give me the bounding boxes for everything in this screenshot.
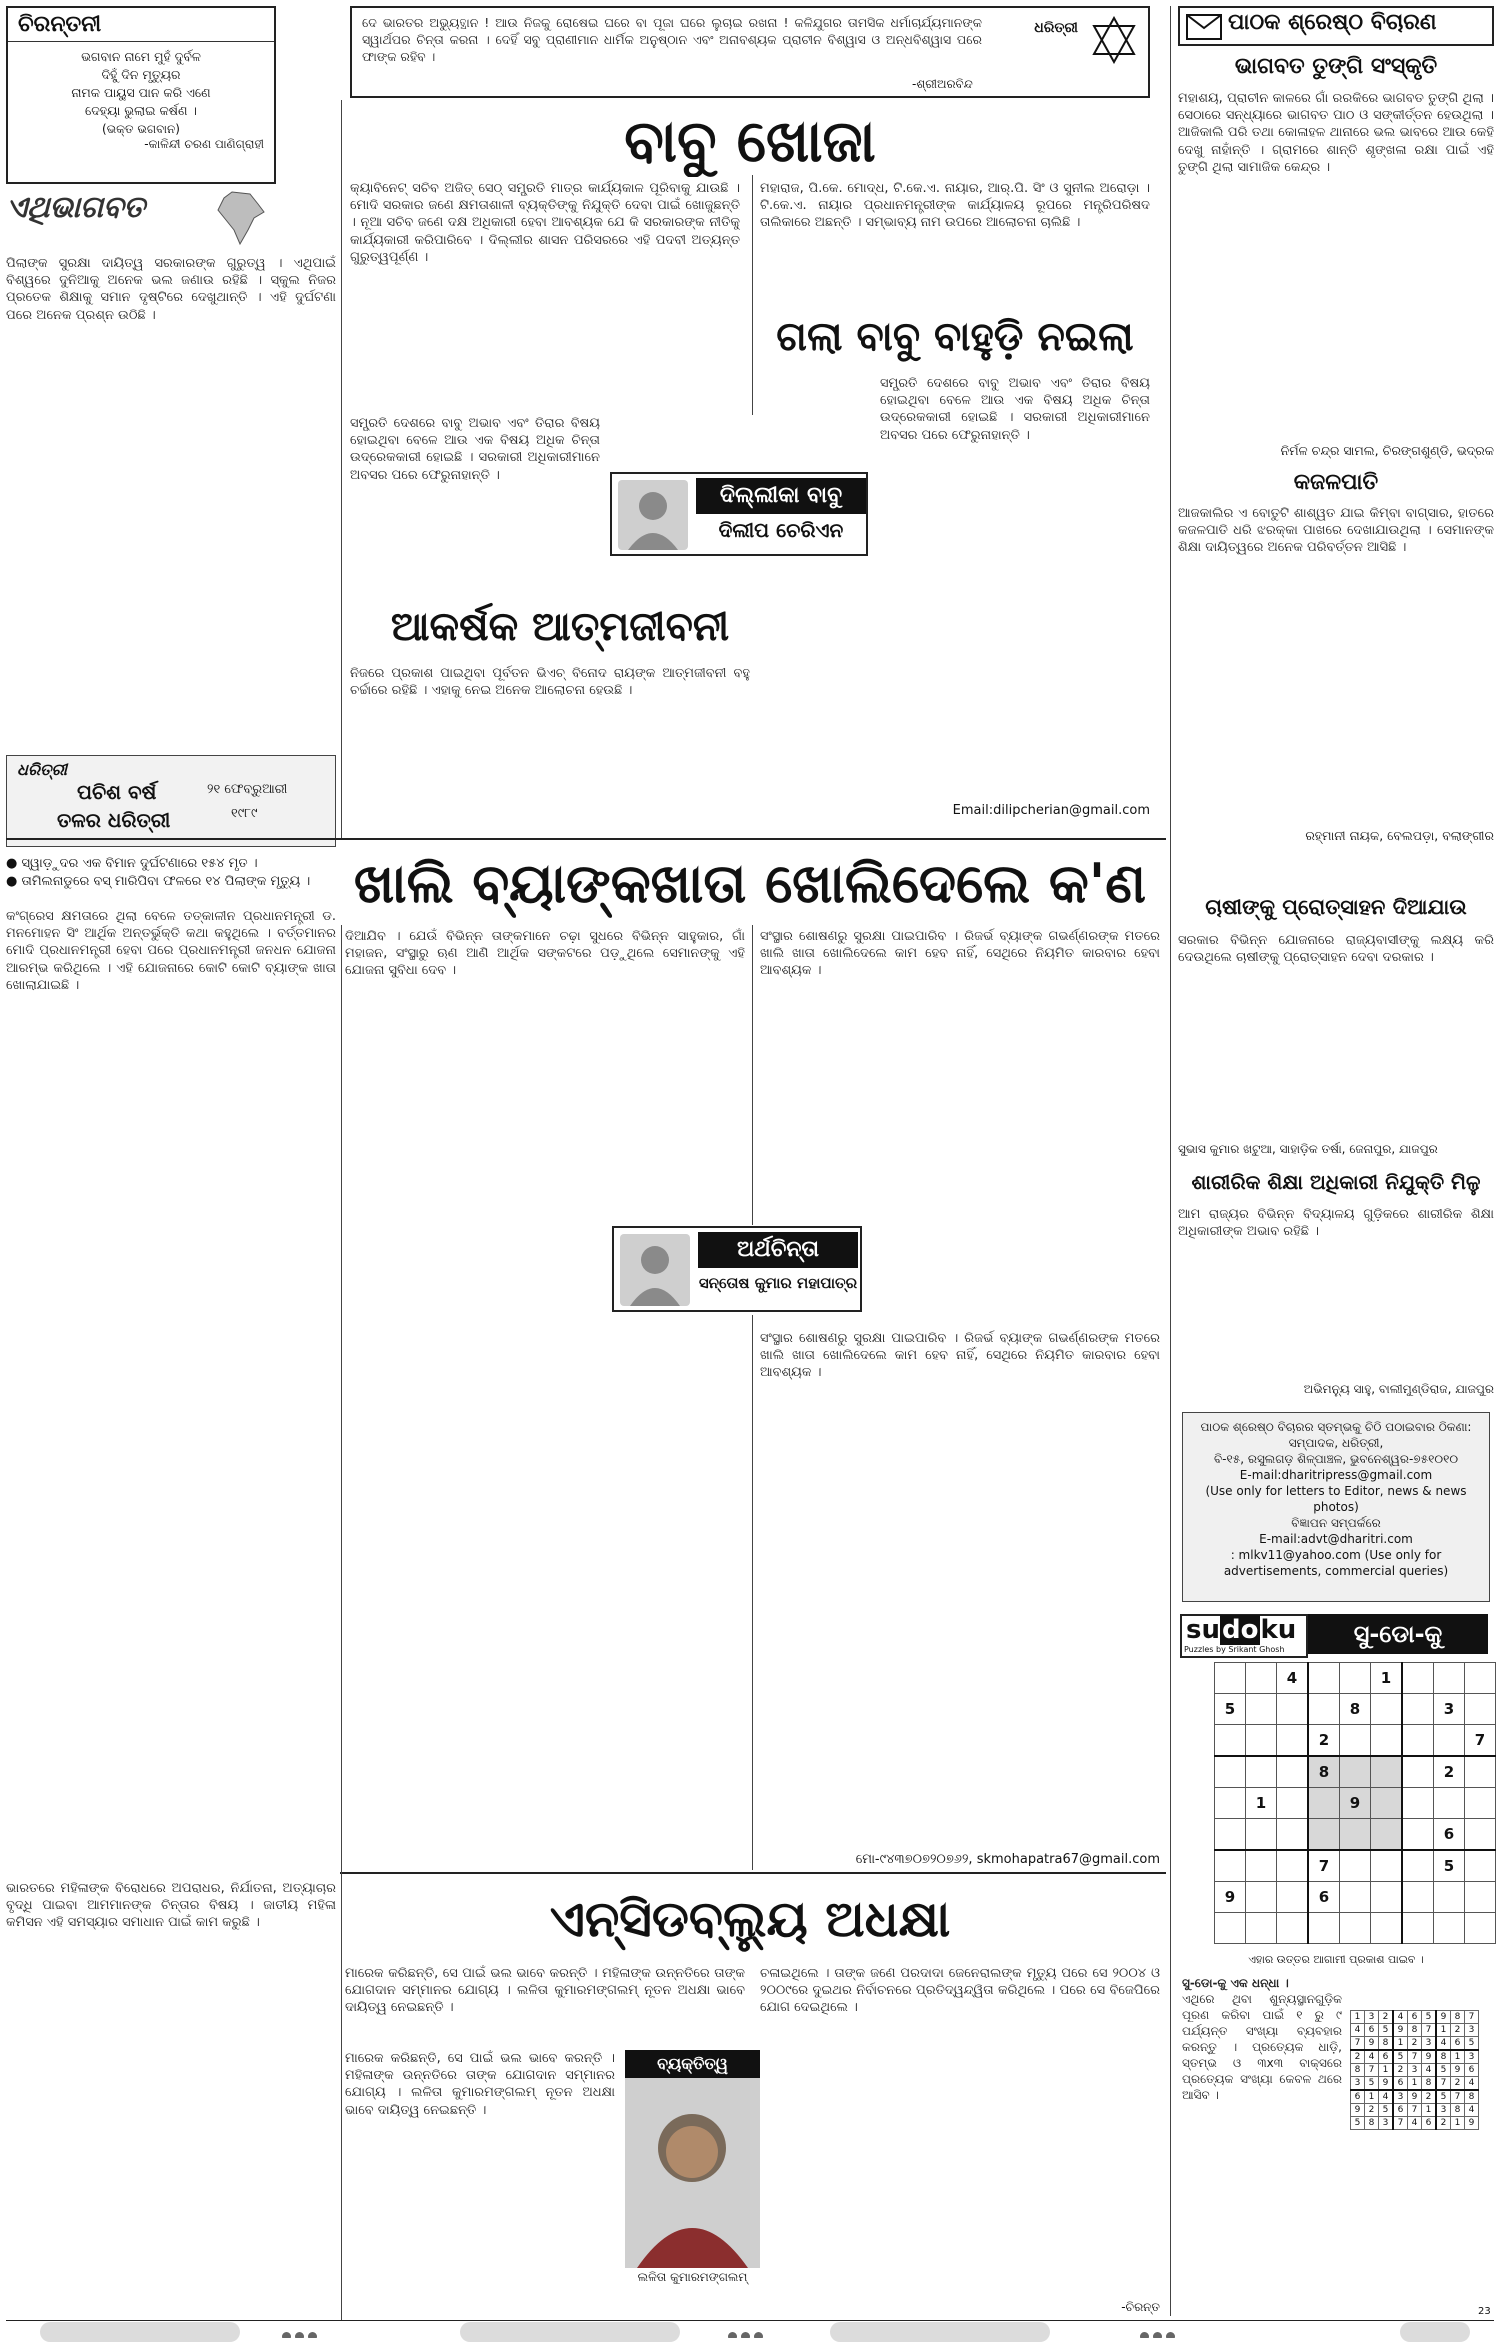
chirantani-author: -କାଳିନ୍ଦୀ ଚରଣ ପାଣିଗ୍ରାହୀ	[144, 137, 264, 151]
contact-line-5: (Use only for letters to Editor, news & news photos)	[1205, 1484, 1467, 1514]
solution-cell: 5	[1436, 2090, 1451, 2104]
sudoku-cell[interactable]: 8	[1340, 1694, 1371, 1725]
sudoku-cell[interactable]	[1215, 1850, 1246, 1882]
chirantani-title: ଚିରନ୍ତନୀ	[8, 8, 274, 42]
sudoku-cell[interactable]	[1340, 1663, 1371, 1694]
sudoku-logo	[1180, 1614, 1308, 1658]
sudoku-cell-row	[1215, 1788, 1496, 1819]
solution-cell: 5	[1422, 2011, 1437, 2024]
footer-bar-end	[1400, 2322, 1470, 2342]
sudoku-cell[interactable]: 5	[1215, 1694, 1246, 1725]
ncw-column-3: ଚଳାଇଥିଲେ । ତାଙ୍କ ଜଣେ ପରଦାଦା ଜେନେରାଲଙ୍କ ମୃତ୍ୟୁ ପରେ ସେ ୨୦୦୪ ଓ ୨୦୦୯ରେ ଦୁଇଥର ନିର୍ବାଚନରେ ପ୍ରତିଦ୍ୱନ୍ଦ୍ୱିତା କରିଥିଲେ । ପରେ ସେ ବିଜେପିରେ ଯୋଗ ଦେଇଥିଲେ ।	[760, 1966, 1160, 2016]
sudoku-cell[interactable]	[1246, 1663, 1277, 1694]
solution-cell: 7	[1451, 2090, 1465, 2104]
solution-cell: 7	[1351, 2037, 1365, 2051]
sudoku-cell[interactable]: 9	[1340, 1788, 1371, 1819]
solution-cell: 6	[1379, 2050, 1394, 2064]
solution-cell: 9	[1393, 2024, 1408, 2037]
bank-headline: ଖାଲି ବ୍ୟାଙ୍କଖାତା ଖୋଲିଦେଲେ କ'ଣ	[353, 852, 1147, 915]
solution-cell: 7	[1408, 2050, 1422, 2064]
akarshak-headline: ଆକର୍ଷକ ଆତ୍ମଜୀବନୀ	[390, 604, 730, 650]
solution-cell: 2	[1365, 2104, 1379, 2117]
sudoku-cell[interactable]	[1277, 1913, 1309, 1944]
ncw-headline: ଏନ୍‌ସିଡବ୍ଲ୍ୟୁ ଅଧକ୍ଷା	[549, 1890, 951, 1948]
solution-cell: 3	[1465, 2050, 1479, 2064]
solution-cell: 4	[1351, 2024, 1365, 2037]
sudoku-cell[interactable]	[1340, 1882, 1371, 1913]
contact-line-2: ସମ୍ପାଦକ, ଧରିତ୍ରୀ,	[1288, 1436, 1384, 1450]
sudoku-cell[interactable]	[1246, 1694, 1277, 1725]
solution-cell: 7	[1408, 2104, 1422, 2117]
gala-column-right: ସମ୍ପ୍ରତି ଦେଶରେ ବାବୁ ଅଭାବ ଏବଂ ତିରାର ବିଷୟ ହୋଇଥିବା ବେଳେ ଆଉ ଏକ ବିଷୟ ଅଧିକ ଚିନ୍ତା ଉଦ୍ରେକକାରୀ ହୋଇଛି । ସରକାରୀ ଅଧିକାରୀମାନେ ଅବସର ପରେ ଫେରୁନାହାନ୍ତି ।	[880, 376, 1150, 443]
footer-dots-3	[1140, 2326, 1200, 2338]
solution-cell: 3	[1379, 2117, 1394, 2130]
solution-cell: 3	[1351, 2077, 1365, 2091]
solution-cell: 9	[1465, 2117, 1479, 2130]
sudoku-cell[interactable]	[1308, 1694, 1340, 1725]
solution-cell-row	[1351, 2064, 1479, 2077]
sudoku-cell[interactable]	[1340, 1819, 1371, 1851]
sudoku-cell[interactable]: 8	[1308, 1756, 1340, 1788]
sudoku-solution	[1350, 2010, 1490, 2150]
solution-cell: 3	[1393, 2090, 1408, 2104]
sudoku-cell[interactable]	[1402, 1694, 1434, 1725]
solution-cell: 1	[1379, 2064, 1394, 2077]
bank-column-3b: ସଂସ୍ଥାର ଶୋଷଣରୁ ସୁରକ୍ଷା ପାଇପାରିବ । ରିଜର୍ଭ ବ୍ୟାଙ୍କ ଗଭର୍ଣ୍ଣରଙ୍କ ମତରେ ଖାଲି ଖାତା ଖୋଲିଦେଲେ କାମ ହେବ ନାହିଁ, ସେଥିରେ ନିୟମିତ କାରବାର ହେବା ଆବଶ୍ୟକ ।	[760, 1331, 1160, 1381]
person-silhouette-icon	[620, 1234, 690, 1306]
sudoku-cell[interactable]	[1246, 1756, 1277, 1788]
sudoku-cell[interactable]	[1277, 1850, 1309, 1882]
star-emblem-icon	[1090, 16, 1138, 64]
solution-cell: 2	[1436, 2117, 1451, 2130]
solution-cell: 6	[1393, 2104, 1408, 2117]
sudoku-solution-grid	[1350, 2010, 1479, 2130]
paathak-sign-4: ଅଭିମନ୍ୟୁ ସାହୁ, ବାଲୀମୁଣ୍ଡିରାଜ, ଯାଜପୁର	[1303, 1382, 1494, 1396]
contact-line-6: ବିଜ୍ଞାପନ ସମ୍ପର୍କରେ	[1291, 1516, 1381, 1530]
solution-cell: 1	[1365, 2090, 1379, 2104]
person-silhouette-icon	[618, 480, 688, 550]
solution-cell: 6	[1365, 2024, 1379, 2037]
solution-cell: 5	[1365, 2077, 1379, 2091]
sudoku-cell[interactable]	[1402, 1663, 1434, 1694]
paathak-title: ପାଠକ ଶ୍ରେଷ୍ଠ ବିଚାରଣ	[1228, 10, 1437, 35]
solution-cell: 1	[1436, 2024, 1451, 2037]
sudoku-cell[interactable]	[1371, 1725, 1403, 1757]
contact-line-1: ପାଠକ ଶ୍ରେଷ୍ଠ ବିଚାରର ସ୍ତମ୍ଭକୁ ଚିଠି ପଠାଇବାର ଠିକଣା:	[1200, 1420, 1472, 1434]
sudoku-cell[interactable]	[1308, 1663, 1340, 1694]
ejibhagabat-body: ପିଲାଙ୍କ ସୁରକ୍ଷା ଦାୟିତ୍ୱ ସରକାରଙ୍କ ଗୁରୁତ୍ୱ । ଏଥିପାଇଁ ବିଶ୍ୱରେ ଦୁନିଆକୁ ଅନେକ ଭଲ ଜଣାଉ ରହିଛି । ସ୍କୁଲ ନିଜର ପ୍ରତେକ ଶିକ୍ଷାକୁ ସମାନ ଦୃଷ୍ଟିରେ ଦେଖୁଥାନ୍ତି । ଏହି ଦୁର୍ଘଟଣା ପରେ ଅନେକ ପ୍ରଶ୍ନ ଉଠିଛି ।	[6, 256, 336, 323]
solution-cell: 4	[1365, 2050, 1379, 2064]
solution-cell: 8	[1465, 2090, 1479, 2104]
bullet-text: ସ୍ୱାଡ଼ୁଦର ଏକ ବିମାନ ଦୁର୍ଘଟଣାରେ ୧୫୪ ମୃତ ।	[21, 856, 258, 871]
sudoku-cell[interactable]: 1	[1371, 1663, 1403, 1694]
sudoku-cell[interactable]	[1465, 1663, 1496, 1694]
paathak-headline-2: କଜଳପାତି	[1293, 470, 1379, 495]
solution-cell: 4	[1465, 2077, 1479, 2091]
top-quote-text: ଦେ ଭାରତର ଅଭ୍ୟୁତ୍ଥାନ ! ଆଉ ନିଜକୁ ରୋଷେଇ ଘରେ ବା ପୂଜା ଘରେ ଲୁଚାଇ ରଖନା ! କଳିଯୁଗର ତାମସିକ ଧର୍ମାଚାର୍ଯ୍ୟମାନଙ୍କ ସ୍ୱାର୍ଥପର ଚିନ୍ତା କରନା । ଦେହିଁ ସବୁ ପ୍ରାଣୀମାନ ଧାର୍ମିକ ଅନୁଷ୍ଠାନ ଏବଂ ଅନାବଶ୍ୟକ ପ୍ରାଚୀନ ବିଶ୍ୱାସ ଓ ଅନ୍ଧବିଶ୍ୱାସ ପରେ ଫାଙ୍କ ରହିବ ।	[362, 15, 982, 64]
gala-column: ସମ୍ପ୍ରତି ଦେଶରେ ବାବୁ ଅଭାବ ଏବଂ ତିରାର ବିଷୟ ହୋଇଥିବା ବେଳେ ଆଉ ଏକ ବିଷୟ ଅଧିକ ଚିନ୍ତା ଉଦ୍ରେକକାରୀ ହୋଇଛି । ସରକାରୀ ଅଧିକାରୀମାନେ ଅବସର ପରେ ଫେରୁନାହାନ୍ତି ।	[350, 416, 600, 483]
artha-title: ଅର୍ଥଚିନ୍ତା	[698, 1232, 858, 1268]
sudoku-logo-ku: ku	[1260, 1615, 1297, 1645]
dharitri-box-line2: ତଳର ଧରିତ୍ରୀ	[57, 808, 171, 832]
artha-byline	[612, 1226, 862, 1312]
solution-cell: 3	[1465, 2024, 1479, 2037]
sudoku-cell[interactable]	[1246, 1819, 1277, 1851]
sudoku-cell[interactable]	[1246, 1882, 1277, 1913]
sudoku-cell[interactable]	[1434, 1913, 1465, 1944]
sudoku-cell[interactable]	[1277, 1694, 1309, 1725]
sudoku-cell-row	[1215, 1882, 1496, 1913]
col-divider-2	[752, 175, 753, 415]
sudoku-cell[interactable]	[1434, 1663, 1465, 1694]
solution-cell: 1	[1451, 2050, 1465, 2064]
sudoku-cell[interactable]	[1340, 1756, 1371, 1788]
email-santosh[interactable]: ମୋ-୯୪୩୭୦୭୨୦୭୬୨, skmohapatra67@gmail.com	[855, 1852, 1160, 1867]
ncw-sign: -ଚିରନ୍ତ	[1121, 2300, 1160, 2314]
solution-cell: 3	[1408, 2064, 1422, 2077]
sudoku-cell-row	[1215, 1913, 1496, 1944]
person-photo-icon	[625, 2078, 760, 2268]
solution-cell: 3	[1422, 2037, 1437, 2051]
bank-column-3: ସଂସ୍ଥାର ଶୋଷଣରୁ ସୁରକ୍ଷା ପାଇପାରିବ । ରିଜର୍ଭ ବ୍ୟାଙ୍କ ଗଭର୍ଣ୍ଣରଙ୍କ ମତରେ ଖାଲି ଖାତା ଖୋଲିଦେଲେ କାମ ହେବ ନାହିଁ, ସେଥିରେ ନିୟମିତ କାରବାର ହେବା ଆବଶ୍ୟକ ।	[760, 929, 1160, 979]
chirantani-box	[6, 6, 276, 184]
solution-cell: 7	[1422, 2024, 1437, 2037]
sudoku-cell[interactable]	[1371, 1694, 1403, 1725]
solution-cell: 9	[1351, 2104, 1365, 2117]
contact-email-advt[interactable]: E-mail:advt@dharitri.com	[1259, 1532, 1413, 1546]
sudoku-odia-title: ସୁ-ଡୋ-କୁ	[1308, 1614, 1488, 1654]
sudoku-cell[interactable]: 2	[1434, 1756, 1465, 1788]
col-divider-6	[341, 925, 342, 2320]
sudoku-cell[interactable]	[1434, 1788, 1465, 1819]
sudoku-cell[interactable]	[1215, 1788, 1246, 1819]
author-photo-santosh	[620, 1234, 690, 1306]
col-divider-3	[1170, 6, 1171, 2316]
india-map-icon	[214, 190, 268, 246]
editorial-column-1: କ୍ୟାବିନେଟ୍ ସଚିବ ଅଜିତ୍ ସେଠ୍ ସମ୍ପ୍ରତି ମାତ୍ର କାର୍ଯ୍ୟକାଳ ପୂରିବାକୁ ଯାଉଛି । ମୋଦି ସରକାର ଜଣେ କ୍ଷମତାଶାଳୀ ବ୍ୟକ୍ତିଙ୍କୁ ନିଯୁକ୍ତି ଦେବା ପାଇଁ ଖୋଜୁଛନ୍ତି । ନୂଆ ସଚିବ ଜଣେ ଦକ୍ଷ ଅଧିକାରୀ ହେବା ଆବଶ୍ୟକ ଯେ କି ସରକାରଙ୍କ ନୀତିକୁ କାର୍ଯ୍ୟକାରୀ କରିପାରିବେ । ଦିଲ୍ଲୀର ଶାସନ ପରିସରରେ ଏହି ପଦବୀ ଅତ୍ୟନ୍ତ ଗୁରୁତ୍ୱପୂର୍ଣ୍ଣ ।	[350, 181, 740, 265]
contact-line-3: ବି-୧୫, ରସୁଲଗଡ଼ ଶିଳ୍ପାଞ୍ଚଳ, ଭୁବନେଶ୍ୱର-୭୫୧୦୧୦	[1213, 1452, 1459, 1466]
sudoku-board	[1214, 1662, 1496, 1944]
contact-box	[1182, 1412, 1490, 1602]
sudoku-cell[interactable]	[1308, 1819, 1340, 1851]
sudoku-cell[interactable]	[1402, 1882, 1434, 1913]
sudoku-cell[interactable]	[1246, 1725, 1277, 1757]
sudoku-cell[interactable]	[1465, 1694, 1496, 1725]
sudoku-rules	[1182, 1975, 1342, 2305]
sudoku-cell-row	[1215, 1663, 1496, 1694]
sudoku-cell[interactable]	[1215, 1913, 1246, 1944]
solution-cell-row	[1351, 2117, 1479, 2130]
sudoku-cell-row	[1215, 1756, 1496, 1788]
sudoku-cell[interactable]	[1340, 1725, 1371, 1757]
rule-mid	[6, 838, 1166, 840]
sudoku-cell[interactable]	[1246, 1913, 1277, 1944]
ejibhagabat-logo: ଏଥିଭାଗବତ	[6, 190, 145, 225]
sudoku-cell[interactable]: 7	[1308, 1850, 1340, 1882]
envelope-icon	[1186, 14, 1222, 40]
gala-headline: ଗଲା ବାବୁ ବାହୁଡ଼ି ନଇଲା	[776, 314, 1134, 360]
sudoku-cell[interactable]	[1215, 1756, 1246, 1788]
bullet-text: ତାମିଲନାଡୁରେ ବସ୍ ମାରିପିବା ଫଳରେ ୧୪ ପିଲାଙ୍କ ମୃତ୍ୟୁ ।	[21, 874, 311, 889]
sudoku-cell[interactable]	[1465, 1850, 1496, 1882]
solution-cell-row	[1351, 2011, 1479, 2024]
paathak-sign-2: ରହ୍ମାନୀ ନାୟକ, ବେଲପଡ଼ା, ବଲାଙ୍ଗୀର	[1305, 828, 1494, 843]
paathak-sign-1: ନିର୍ମଳ ଚନ୍ଦ୍ର ସାମଲ, ଚିରଙ୍ଗଶୁଣ୍ଡି, ଭଦ୍ରକ	[1280, 443, 1494, 458]
solution-cell: 3	[1436, 2104, 1451, 2117]
sudoku-cell[interactable]	[1402, 1725, 1434, 1757]
sudoku-cell[interactable]	[1215, 1819, 1246, 1851]
sudoku-grid	[1214, 1662, 1496, 1944]
sudoku-cell[interactable]: 1	[1246, 1788, 1277, 1819]
solution-cell: 1	[1422, 2104, 1437, 2117]
solution-cell: 6	[1393, 2077, 1408, 2091]
sudoku-cell[interactable]	[1246, 1850, 1277, 1882]
solution-cell: 8	[1422, 2077, 1437, 2091]
sudoku-cell[interactable]	[1371, 1882, 1403, 1913]
top-quote-author: -ଶ୍ରୀଅରବିନ୍ଦ	[912, 77, 973, 91]
dharitri-25-years-box	[6, 755, 336, 847]
solution-cell: 6	[1465, 2064, 1479, 2077]
solution-cell: 7	[1365, 2064, 1379, 2077]
solution-cell: 1	[1408, 2077, 1422, 2091]
photo-caption: ଲଳିତା କୁମାରମଙ୍ଗଲମ୍	[637, 2270, 748, 2284]
solution-cell: 4	[1422, 2064, 1437, 2077]
solution-cell: 5	[1379, 2024, 1394, 2037]
sudoku-cell[interactable]	[1434, 1882, 1465, 1913]
paathak-headline-3: ଚାଷୀଙ୍କୁ ପ୍ରୋତ୍ସାହନ ଦିଆଯାଉ	[1205, 895, 1467, 919]
sudoku-cell[interactable]: 2	[1308, 1725, 1340, 1757]
sudoku-rules-text: ଏଥିରେ ଥିବା ଶୁନ୍ୟସ୍ଥାନଗୁଡ଼ିକ ପୂରଣ କରିବା ପାଇଁ ୧ ରୁ ୯ ପର୍ଯ୍ୟନ୍ତ ସଂଖ୍ୟା ବ୍ୟବହାର କରନ୍ତୁ । ପ୍ରତ୍ୟେକ ଧାଡ଼ି, ସ୍ତମ୍ଭ ଓ ୩x୩ ବାକ୍ସରେ ପ୍ରତ୍ୟେକ ସଂଖ୍ୟା କେବଳ ଥରେ ଆସିବ ।	[1182, 1992, 1342, 2102]
dilli-babu-byline	[610, 472, 868, 556]
solution-cell: 7	[1436, 2077, 1451, 2091]
sudoku-cell-row	[1215, 1694, 1496, 1725]
top-quote-box	[350, 6, 1150, 98]
solution-cell: 4	[1408, 2117, 1422, 2130]
sudoku-cell[interactable]	[1465, 1788, 1496, 1819]
sudoku-cell[interactable]	[1465, 1913, 1496, 1944]
solution-cell: 8	[1408, 2024, 1422, 2037]
sudoku-cell[interactable]: 4	[1277, 1663, 1309, 1694]
solution-cell: 8	[1451, 2104, 1465, 2117]
solution-cell: 9	[1408, 2090, 1422, 2104]
solution-cell: 4	[1379, 2090, 1394, 2104]
solution-cell-row	[1351, 2104, 1479, 2117]
sudoku-cell[interactable]	[1371, 1850, 1403, 1882]
ncw-column-2: ମାରେକ କରିଛନ୍ତି, ସେ ପାଇଁ ଭଲ ଭାବେ କରନ୍ତି । ମହିଳାଙ୍କ ଉନ୍ନତିରେ ତାଙ୍କ ଯୋଗଦାନ ସମ୍ମାନର ଯୋଗ୍ୟ । ଲଳିତା କୁମାରମଙ୍ଗଲମ୍ ନୂତନ ଅଧକ୍ଷା ଭାବେ ଦାୟିତ୍ୱ ନେଇଛନ୍ତି ।	[345, 1966, 745, 2016]
sudoku-cell[interactable]	[1402, 1850, 1434, 1882]
footer-bar-mid	[460, 2322, 680, 2342]
sudoku-caption: ଏହାର ଉତ୍ତର ଆଗାମୀ ପ୍ରକାଶ ପାଇବ ।	[1248, 1953, 1424, 1966]
dharitri-box-date1: ୨୧ ଫେବ୍ରୁଆରୀ	[207, 782, 288, 797]
solution-cell: 7	[1465, 2011, 1479, 2024]
solution-cell: 7	[1393, 2117, 1408, 2130]
solution-cell: 9	[1451, 2064, 1465, 2077]
sudoku-cell[interactable]	[1402, 1819, 1434, 1851]
solution-cell: 8	[1436, 2050, 1451, 2064]
sudoku-cell[interactable]: 5	[1434, 1850, 1465, 1882]
sudoku-cell[interactable]	[1465, 1882, 1496, 1913]
sudoku-cell[interactable]	[1402, 1756, 1434, 1788]
solution-cell: 2	[1408, 2037, 1422, 2051]
page-number: 23	[1478, 2306, 1491, 2317]
paathak-body-2: ଆଜକାଲିର ଏ ବୋତୁଟି ଶାଶ୍ୱତ ଯାଇ କିମ୍ବା ବାଗ୍ସାର, ହାତରେ କଜଳପାତି ଧରି ଝରକ୍କା ପାଖରେ ଦେଖାଯାଉଥିଲା । ସେମାନଙ୍କ ଶିକ୍ଷା ଦାୟିତ୍ୱରେ ଅନେକ ପରିବର୍ତ୍ତନ ଆସିଛି ।	[1178, 506, 1494, 556]
sudoku-cell-row	[1215, 1819, 1496, 1851]
artha-author: ସନ୍ତୋଷ କୁମାର ମହାପାତ୍ର	[698, 1274, 858, 1292]
solution-cell-row	[1351, 2037, 1479, 2051]
solution-cell: 8	[1351, 2064, 1365, 2077]
solution-cell: 6	[1351, 2090, 1365, 2104]
sudoku-cell[interactable]	[1277, 1882, 1309, 1913]
sudoku-cell[interactable]	[1277, 1819, 1309, 1851]
sudoku-cell[interactable]	[1340, 1850, 1371, 1882]
sudoku-cell[interactable]: 3	[1434, 1694, 1465, 1725]
sudoku-header	[1178, 1612, 1494, 1658]
footer-dots-1	[282, 2326, 342, 2338]
bank-column-1: କଂଗ୍ରେସ କ୍ଷମତାରେ ଥିଲା ବେଳେ ତତ୍କାଳୀନ ପ୍ରଧାନମନ୍ତ୍ରୀ ଡ. ମନମୋହନ ସିଂ ଆର୍ଥିକ ଅନ୍ତର୍ଭୁକ୍ତି କଥା କହୁଥିଲେ । ବର୍ତ୍ତମାନର ମୋଦି ପ୍ରଧାନମନ୍ତ୍ରୀ ହେବା ପରେ ପ୍ରଧାନମନ୍ତ୍ରୀ ଜନଧନ ଯୋଜନା ଆରମ୍ଭ କରିଥିଲେ । ଏହି ଯୋଜନାରେ କୋଟି କୋଟି ବ୍ୟାଙ୍କ ଖାତା ଖୋଲାଯାଇଛି ।	[6, 909, 336, 993]
solution-cell: 5	[1436, 2064, 1451, 2077]
dharitri-bullets	[6, 855, 336, 895]
solution-cell: 9	[1379, 2077, 1394, 2091]
col-divider-5	[752, 1315, 753, 1870]
byakti-label: ବ୍ୟକ୍ତିତ୍ୱ	[625, 2050, 760, 2078]
paathak-body-4: ଆମ ରାଜ୍ୟର ବିଭିନ୍ନ ବିଦ୍ୟାଳୟ ଗୁଡ଼ିକରେ ଶାରୀରିକ ଶିକ୍ଷା ଅଧିକାରୀଙ୍କ ଅଭାବ ରହିଛି ।	[1178, 1207, 1494, 1240]
col-divider-4	[752, 925, 753, 1225]
author-photo-dilip	[618, 480, 688, 550]
dilli-babu-author: ଦିଲୀପ ଚେରିଏନ	[718, 518, 844, 542]
solution-cell: 2	[1451, 2077, 1465, 2091]
ncw-column-1: ଭାରତରେ ମହିଳାଙ୍କ ବିରୋଧରେ ଅପରାଧର, ନିର୍ଯାତନା, ଅତ୍ୟାଚାର ବୃଦ୍ଧି ପାଇବା ଆମମାନଙ୍କ ଚିନ୍ତାର ବିଷୟ । ଜାତୀୟ ମହିଳା କମିସନ ଏହି ସମସ୍ୟାର ସମାଧାନ ପାଇଁ କାମ କରୁଛି ।	[6, 1881, 336, 1931]
contact-line-8: : mlkv11@yahoo.com (Use only for advertisements, commercial queries)	[1223, 1548, 1449, 1578]
solution-cell: 6	[1422, 2117, 1437, 2130]
paathak-body-3: ସରକାର ବିଭିନ୍ନ ଯୋଜନାରେ ରାଜ୍ୟବାସୀଙ୍କୁ ଲକ୍ଷ୍ୟ କରି ଦେଉଥିଲେ ଚାଷୀଙ୍କୁ ପ୍ରୋତ୍ସାହନ ଦେବା ଦରକାର ।	[1178, 933, 1494, 966]
sudoku-cell[interactable]	[1277, 1788, 1309, 1819]
solution-cell: 9	[1365, 2037, 1379, 2051]
dilli-babu-title: ଦିଲ୍ଲୀକା ବାବୁ	[696, 478, 866, 514]
solution-cell-row	[1351, 2024, 1479, 2037]
solution-cell-row	[1351, 2077, 1479, 2091]
solution-cell: 4	[1436, 2037, 1451, 2051]
chirantani-source: (ଭକ୍ତ ଭଗବାନ)	[102, 122, 180, 136]
chirantani-quote: ଭଗବାନ ନାମେ ମୁହଁ ଦୁର୍ବଳ ଦିହୁଁ ଦିନ ମୃତ୍ୟୁର ନାମକ ପାୟୁସ ପାନ କରି ଏଣେ ଦେହ୍ୟା ଭୁଲାଇ କର୍ଷଣ ।	[71, 49, 211, 118]
sudoku-credit: Puzzles by Srikant Ghosh	[1184, 1645, 1285, 1654]
solution-cell: 5	[1379, 2104, 1394, 2117]
bullet-item: ● ତାମିଲନାଡୁରେ ବସ୍ ମାରିପିବା ଫଳରେ ୧୪ ପିଲାଙ୍କ ମୃତ୍ୟୁ ।	[6, 874, 311, 889]
solution-cell: 5	[1351, 2117, 1365, 2130]
sudoku-cell[interactable]	[1277, 1725, 1309, 1757]
solution-cell: 6	[1408, 2011, 1422, 2024]
rule-bottom	[6, 2320, 1494, 2321]
sudoku-cell[interactable]	[1371, 1913, 1403, 1944]
editorial-headline: ବାବୁ ଖୋଜା	[624, 107, 876, 175]
solution-cell: 1	[1451, 2117, 1465, 2130]
sudoku-cell[interactable]	[1465, 1819, 1496, 1851]
solution-cell: 8	[1365, 2117, 1379, 2130]
paathak-sign-3: ସୁଭାସ କୁମାର ଖଟୁଆ, ସାହାଡ଼ିକ ତର୍ଷା, ଜେନାପୁର, ଯାଜପୁର	[1178, 1142, 1438, 1156]
solution-cell: 3	[1365, 2011, 1379, 2024]
akarshak-column: ନିଜରେ ପ୍ରକାଶ ପାଇଥିବା ପୂର୍ବତନ ଭିଏଚ୍ ବିନୋଦ ରାୟଙ୍କ ଆତ୍ମଜୀବନୀ ବହୁ ଚର୍ଚ୍ଚାରେ ରହିଛି । ଏହାକୁ ନେଇ ଅନେକ ଆଲୋଚନା ହେଉଛି ।	[350, 666, 750, 699]
contact-email-press[interactable]: E-mail:dharitripress@gmail.com	[1239, 1468, 1433, 1482]
sudoku-cell[interactable]	[1465, 1756, 1496, 1788]
solution-cell: 5	[1393, 2050, 1408, 2064]
ncw-column-2b: ମାରେକ କରିଛନ୍ତି, ସେ ପାଇଁ ଭଲ ଭାବେ କରନ୍ତି । ମହିଳାଙ୍କ ଉନ୍ନତିରେ ତାଙ୍କ ଯୋଗଦାନ ସମ୍ମାନର ଯୋଗ୍ୟ । ଲଳିତା କୁମାରମଙ୍ଗଲମ୍ ନୂତନ ଅଧକ୍ଷା ଭାବେ ଦାୟିତ୍ୱ ନେଇଛନ୍ତି ।	[345, 2051, 615, 2118]
sudoku-cell[interactable]	[1340, 1913, 1371, 1944]
sudoku-cell[interactable]	[1371, 1819, 1403, 1851]
sudoku-cell[interactable]	[1371, 1756, 1403, 1788]
sudoku-logo-do: do	[1222, 1615, 1259, 1645]
solution-cell-row	[1351, 2090, 1479, 2104]
solution-cell-row	[1351, 2050, 1479, 2064]
solution-cell: 4	[1393, 2011, 1408, 2024]
sudoku-cell[interactable]	[1371, 1788, 1403, 1819]
dharitri-logo-small: ଧରିତ୍ରୀ	[1034, 20, 1078, 36]
paathak-title-box	[1178, 6, 1494, 46]
email-dilip[interactable]: Email:dilipcherian@gmail.com	[952, 803, 1150, 818]
ejibhagabat-header	[6, 190, 276, 250]
paathak-body-1: ମହାଶୟ, ପ୍ରାଚୀନ କାଳରେ ଗାଁ ରରକିରେ ଭାଗବତ ତୁଙ୍ଗି ଥିଲା । ସେଠାରେ ସନ୍ଧ୍ୟାରେ ଭାଗବତ ପାଠ ଓ ସଙ୍କୀର୍ତ୍ତନ ହେଉଥିଲା । ଆଜିକାଲି ପରି ତଥା କୋଳାହଳ ଥାନାରେ ଭଲ ଭାବରେ ଆଉ କେହି ଦେଖୁ ନାହାଁନ୍ତି । ଗ୍ରାମରେ ଶାନ୍ତି ଶୃଙ୍ଖଳା ରକ୍ଷା ପାଇଁ ଏହି ତୁଙ୍ଗି ଥିଲା ସାମାଜିକ କେନ୍ଦ୍ର ।	[1178, 91, 1494, 175]
solution-cell: 8	[1451, 2011, 1465, 2024]
footer-bar-right	[830, 2322, 1050, 2342]
sudoku-cell[interactable]	[1402, 1913, 1434, 1944]
sudoku-cell[interactable]	[1308, 1788, 1340, 1819]
sudoku-cell[interactable]	[1215, 1725, 1246, 1757]
dharitri-box-date2: ୧୯୮୯	[231, 806, 258, 821]
solution-cell: 2	[1451, 2024, 1465, 2037]
solution-cell: 2	[1379, 2011, 1394, 2024]
sudoku-cell-row	[1215, 1725, 1496, 1757]
solution-cell: 2	[1393, 2064, 1408, 2077]
paathak-headline-1: ଭାଗବତ ତୁଙ୍ଗି ସଂସ୍କୃତି	[1234, 54, 1438, 79]
solution-cell: 2	[1422, 2090, 1437, 2104]
solution-cell: 6	[1451, 2037, 1465, 2051]
solution-cell: 1	[1351, 2011, 1365, 2024]
editorial-column-2: ମହାରାଜ, ପି.କେ. ମୋଦ୍ଧ, ଟି.କେ.ଏ. ନାୟାର, ଆର୍.ପି. ସିଂ ଓ ସୁନୀଲ ଅରୋଡ଼ା । ଟି.କେ.ଏ. ନାୟାର ପ୍ରଧାନମନ୍ତ୍ରୀଙ୍କ କାର୍ଯ୍ୟାଳୟ ରୂପରେ ମନ୍ତ୍ରିପରିଷଦ ତାଲିକାରେ ଅଛନ୍ତି । ସମ୍ଭାବ୍ୟ ନାମ ଉପରେ ଆଲୋଚନା ଚାଲିଛି ।	[760, 181, 1150, 231]
solution-cell: 4	[1465, 2104, 1479, 2117]
solution-cell: 2	[1351, 2050, 1365, 2064]
sudoku-cell[interactable]	[1434, 1725, 1465, 1757]
solution-cell: 9	[1422, 2050, 1437, 2064]
sudoku-cell[interactable]	[1308, 1913, 1340, 1944]
sudoku-cell[interactable]: 6	[1308, 1882, 1340, 1913]
rule-lower	[340, 1872, 1166, 1874]
sudoku-cell[interactable]: 7	[1465, 1725, 1496, 1757]
footer-dots-2	[728, 2326, 788, 2338]
bullet-item: ● ସ୍ୱାଡ଼ୁଦର ଏକ ବିମାନ ଦୁର୍ଘଟଣାରେ ୧୫୪ ମୃତ ।	[6, 856, 258, 871]
sudoku-cell[interactable]	[1402, 1788, 1434, 1819]
col-divider-1	[341, 100, 342, 838]
bank-column-2: ଦିଆଯିବ । ଯେଉଁ ବିଭିନ୍ନ ତାଙ୍କମାନେ ଚଢ଼ା ସୁଧରେ ବିଭିନ୍ନ ସାହୁକାର, ଗାଁ ମହାଜନ, ସଂସ୍ଥାରୁ ଋଣ ଆଣି ଆର୍ଥିକ ସଙ୍କଟରେ ପଡ଼ୁଥିଲେ ସେମାନଙ୍କୁ ଏହି ଯୋଜନା ସୁବିଧା ଦେବ ।	[345, 929, 745, 979]
sudoku-rules-title: ସୁ-ଡୋ-କୁ ଏକ ଧନ୍ଧା ।	[1182, 1976, 1289, 1990]
solution-cell: 5	[1465, 2037, 1479, 2051]
sudoku-logo-su: su	[1186, 1615, 1220, 1645]
paathak-headline-4: ଶାରୀରିକ ଶିକ୍ଷା ଅଧିକାରୀ ନିଯୁକ୍ତି ମିଳୁ	[1191, 1170, 1481, 1194]
sudoku-cell[interactable]: 6	[1434, 1819, 1465, 1851]
dharitri-box-line1: ପଚିଶ ବର୍ଷ	[77, 780, 157, 804]
solution-cell: 9	[1436, 2011, 1451, 2024]
sudoku-cell[interactable]	[1215, 1663, 1246, 1694]
dharitri-box-logo: ଧରିତ୍ରୀ	[17, 760, 67, 779]
sudoku-cell[interactable]	[1277, 1756, 1309, 1788]
sudoku-cell-row	[1215, 1850, 1496, 1882]
solution-cell: 8	[1379, 2037, 1394, 2051]
footer-bar-left	[40, 2322, 240, 2342]
solution-cell: 1	[1393, 2037, 1408, 2051]
lalitha-photo	[625, 2078, 760, 2268]
sudoku-cell[interactable]: 9	[1215, 1882, 1246, 1913]
